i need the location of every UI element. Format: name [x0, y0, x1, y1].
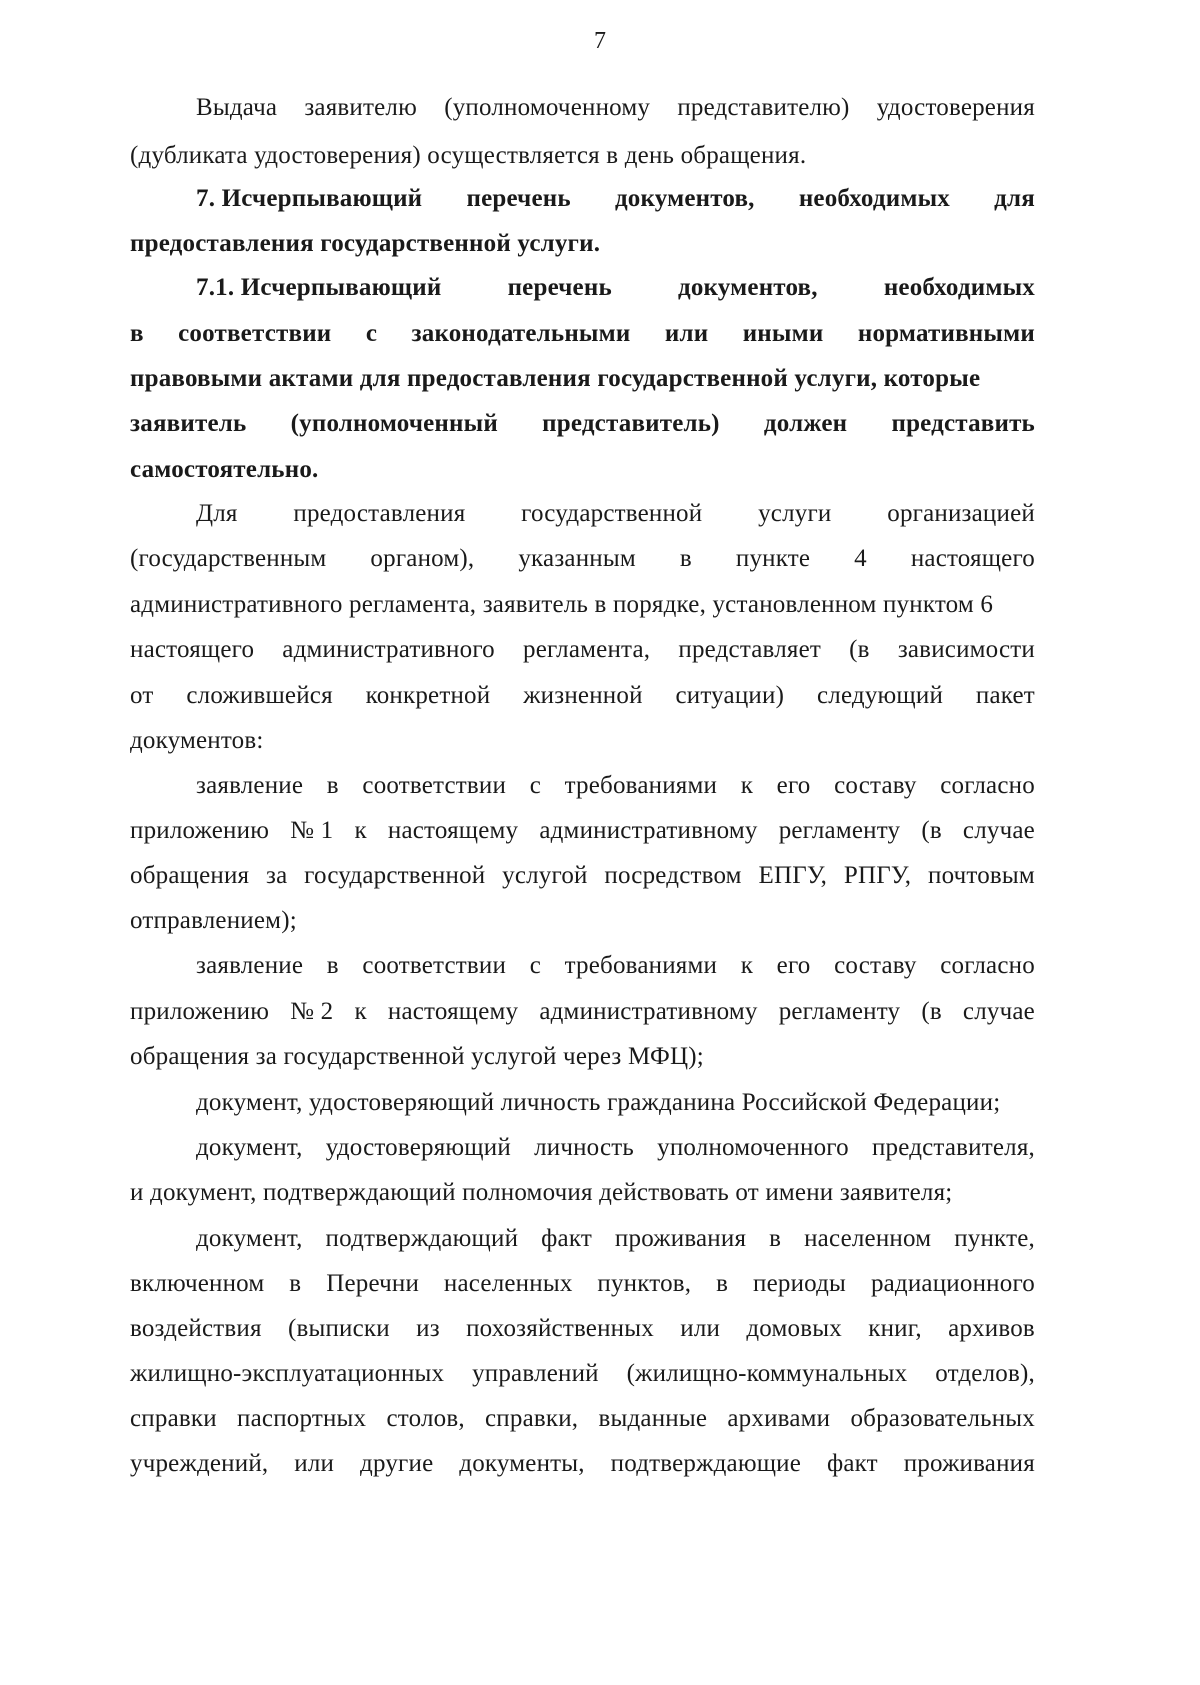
word: документов, [678, 274, 818, 301]
word: удостоверения [876, 94, 1035, 121]
word: пункте [735, 545, 811, 572]
word: подтверждающие [610, 1450, 802, 1477]
word: заявление [196, 952, 304, 979]
word: документ, [196, 1134, 303, 1161]
word: случае [962, 998, 1035, 1025]
word: перечень [466, 185, 571, 212]
word: заявителю [304, 94, 417, 121]
text-line [130, 680, 1035, 712]
text-line: правовыми актами для предоставления государственной услуги, которые [130, 365, 981, 392]
word: справки [130, 1405, 217, 1432]
word: в [679, 545, 692, 572]
word: факт [541, 1225, 592, 1252]
word: в [716, 1270, 729, 1297]
word: проживания [903, 1450, 1035, 1477]
word: необходимых [883, 274, 1035, 301]
word: представителю) [677, 94, 850, 121]
word: представитель) [542, 410, 720, 437]
word: необходимых [798, 185, 950, 212]
word: соответствии [178, 320, 332, 347]
word: № 2 [290, 998, 334, 1025]
word: жизненной [523, 682, 643, 709]
text-line [196, 92, 1035, 124]
word: похозяйственных [466, 1315, 654, 1342]
word: настоящему [387, 998, 519, 1025]
word: указанным [518, 545, 636, 572]
word: отделов), [935, 1360, 1035, 1387]
word: № 1 [290, 817, 334, 844]
word: (жилищно-коммунальных [626, 1360, 908, 1387]
word: перечень [507, 274, 612, 301]
word: административного [282, 636, 495, 663]
word: в [769, 1225, 782, 1252]
word: в [326, 952, 339, 979]
word: удостоверяющий [325, 1134, 511, 1161]
word: справки, [485, 1405, 579, 1432]
word: в [289, 1270, 302, 1297]
word: уполномоченного [657, 1134, 849, 1161]
word: настоящего [910, 545, 1035, 572]
word: (уполномоченный [290, 410, 498, 437]
word: жилищно-эксплуатационных [130, 1360, 445, 1387]
word: сложившейся [186, 682, 333, 709]
text-line [130, 1403, 1035, 1435]
text-line: и документ, подтверждающий полномочия действовать от имени заявителя; [130, 1179, 953, 1206]
text-line [130, 1268, 1035, 1300]
word: следующий [816, 682, 944, 709]
text-line [130, 543, 1035, 575]
word: государственной [521, 500, 703, 527]
word: составу [834, 952, 917, 979]
text-line [196, 770, 1035, 802]
word: паспортных [237, 1405, 367, 1432]
text-line [130, 1313, 1035, 1345]
word: почтовым [928, 862, 1035, 889]
word: услугой [502, 862, 588, 889]
word: с [529, 952, 541, 979]
word: обращения [130, 862, 250, 889]
word: РПГУ, [843, 862, 912, 889]
word: учреждений, [130, 1450, 269, 1477]
text-line: предоставления государственной услуги. [130, 230, 601, 257]
word: ЕПГУ, [758, 862, 828, 889]
word: столов, [386, 1405, 465, 1432]
word: Выдача [196, 94, 278, 121]
word: 7. Исчерпывающий [196, 185, 423, 212]
word: пункте, [954, 1225, 1035, 1252]
word: другие [360, 1450, 434, 1477]
word: представляет [678, 636, 822, 663]
word: включенном [130, 1270, 265, 1297]
word: заявитель [130, 410, 247, 437]
word: административному [539, 817, 758, 844]
word: настоящему [387, 817, 519, 844]
word: документов, [614, 185, 755, 212]
word: документ, [196, 1225, 303, 1252]
text-line: отправлением); [130, 907, 297, 934]
word: приложению [130, 817, 270, 844]
text-line: (дубликата удостоверения) осуществляется в день обращения. [130, 142, 807, 169]
text-line: самостоятельно. [130, 456, 319, 483]
word: от [130, 682, 154, 709]
text-line [196, 1223, 1035, 1255]
word: услуги [758, 500, 832, 527]
word: пунктов, [597, 1270, 692, 1297]
word: органом), [370, 545, 475, 572]
word: регламенту [778, 817, 901, 844]
text-line [130, 996, 1035, 1028]
word: к [354, 817, 367, 844]
word: зависимости [897, 636, 1035, 663]
page-number: 7 [594, 28, 606, 54]
word: соответствии [362, 952, 507, 979]
word: личность [534, 1134, 635, 1161]
text-line [196, 183, 1035, 215]
word: представителя, [871, 1134, 1035, 1161]
word: книг, [868, 1315, 922, 1342]
text-line: обращения за государственной услугой через МФЦ); [130, 1043, 704, 1070]
word: архивов [948, 1315, 1035, 1342]
word: или [294, 1450, 335, 1477]
word: образовательных [850, 1405, 1035, 1432]
text-line: документов: [130, 727, 264, 754]
text-line [196, 272, 1035, 304]
word: конкретной [365, 682, 491, 709]
text-line: административного регламента, заявитель в порядке, установленном пунктом 6 [130, 591, 994, 618]
word: (в [849, 636, 870, 663]
word: 4 [854, 545, 867, 572]
word: (уполномоченному [444, 94, 651, 121]
word: Для [196, 500, 238, 527]
word: административному [539, 998, 758, 1025]
word: (в [921, 998, 942, 1025]
word: архивами [727, 1405, 831, 1432]
word: или [664, 320, 709, 347]
word: воздействия [130, 1315, 262, 1342]
word: населенных [443, 1270, 573, 1297]
word: организацией [887, 500, 1035, 527]
text-line [196, 498, 1035, 530]
word: подтверждающий [325, 1225, 519, 1252]
word: его [776, 952, 811, 979]
word: должен [763, 410, 848, 437]
word: проживания [614, 1225, 747, 1252]
word: случае [962, 817, 1035, 844]
word: (в [921, 817, 942, 844]
word: к [740, 772, 754, 799]
word: радиационного [870, 1270, 1035, 1297]
word: законодательными [411, 320, 631, 347]
word: требованиями [564, 772, 718, 799]
word: из [416, 1315, 440, 1342]
word: согласно [940, 952, 1035, 979]
word: для [994, 185, 1035, 212]
word: населенном [804, 1225, 932, 1252]
word: домовых [746, 1315, 842, 1342]
word: соответствии [362, 772, 507, 799]
word: его [776, 772, 811, 799]
word: в [130, 320, 144, 347]
word: (государственным [130, 545, 327, 572]
word: настоящего [130, 636, 255, 663]
text-line [130, 815, 1035, 847]
word: управлений [472, 1360, 599, 1387]
text-line [196, 1132, 1035, 1164]
word: Перечни [326, 1270, 420, 1297]
word: (выписки [287, 1315, 390, 1342]
word: с [365, 320, 378, 347]
word: периоды [753, 1270, 847, 1297]
word: выданные [598, 1405, 708, 1432]
word: государственной [304, 862, 486, 889]
word: иными [742, 320, 824, 347]
text-line [130, 318, 1035, 350]
word: факт [826, 1450, 878, 1477]
word: с [529, 772, 541, 799]
word: за [266, 862, 288, 889]
word: пакет [975, 682, 1035, 709]
word: к [740, 952, 754, 979]
word: заявление [196, 772, 304, 799]
word: к [354, 998, 367, 1025]
word: приложению [130, 998, 270, 1025]
word: или [680, 1315, 721, 1342]
text-line [130, 1448, 1035, 1480]
word: согласно [940, 772, 1035, 799]
word: ситуации) [675, 682, 785, 709]
text-line [130, 634, 1035, 666]
word: регламенту [778, 998, 901, 1025]
word: в [326, 772, 339, 799]
word: документы, [459, 1450, 585, 1477]
text-line [130, 860, 1035, 892]
word: составу [834, 772, 917, 799]
word: регламента, [523, 636, 651, 663]
text-line [196, 950, 1035, 982]
text-line: документ, удостоверяющий личность гражданина Российской Федерации; [196, 1089, 1001, 1116]
text-line [130, 1358, 1035, 1390]
word: 7.1. Исчерпывающий [196, 274, 442, 301]
word: предоставления [293, 500, 466, 527]
word: нормативными [857, 320, 1035, 347]
word: требованиями [564, 952, 718, 979]
word: посредством [604, 862, 742, 889]
word: представить [891, 410, 1035, 437]
text-line [130, 408, 1035, 440]
